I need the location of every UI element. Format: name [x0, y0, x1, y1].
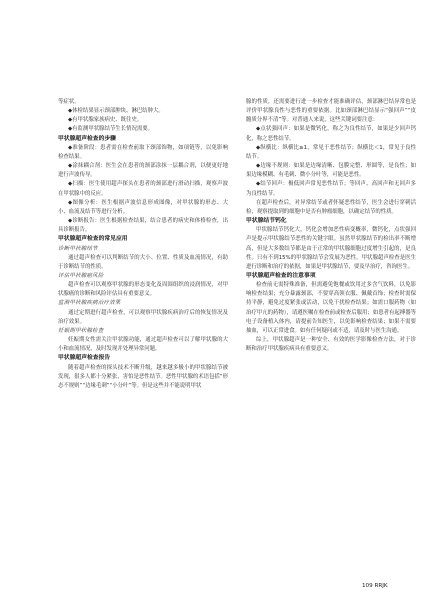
bullet-item: ◆结节回声：极低回声常见恶性结节；等回声、高回声和无回声多为良性结节。 — [246, 181, 416, 197]
paragraph: 通过定期进行超声检查，可以观察甲状腺疾病治疗后的恢复情况及治疗效果。 — [58, 309, 228, 325]
sub-heading: 监测甲状腺疾病治疗效果 — [58, 300, 121, 307]
sub-heading: 评估甲状腺癌风险 — [58, 272, 104, 279]
paragraph: 综上，甲状腺超声是一种安全、有效的医学影像检查方法，对于诊断和治疗甲状腺疾病具有重要意义。 — [246, 337, 416, 353]
right-column — [246, 98, 416, 354]
paragraph: 通过超声检查可以判断结节的大小、位置、性质及血流情况，有助于诊断结节的性质。 — [58, 254, 228, 270]
bullet-item: ◆图像分析：医生根据声波信息形成图像，对甲状腺的形态、大小、血流及结节等进行分析。 — [58, 199, 228, 215]
paragraph: 甲状腺结节钙化大，钙化会增加恶性病变概率，微钙化，点状强回声是提示甲状腺结节恶性的关键字眼。虽然甲状腺结节的检出率不断增高，但是大多数结节都是由于正常的甲状腺细胞过度增生引起的，是良性。只有不到15%的甲状腺结节会发展为恶性。甲状腺超声检查是医生进行诊断和治疗的依据，如果是甲状腺结节，要及早治疗，咨询医生。 — [246, 227, 416, 270]
section-heading: 甲状腺超声检查的步骤 — [58, 135, 116, 142]
bullet-item: ◆纵横比：纵横比≥1，常见于恶性结节；纵横比＜1，常见于良性结节。 — [246, 144, 416, 160]
section-heading: 甲状腺超声检查报告 — [58, 355, 111, 362]
paragraph: 妊娠期女性需关注甲状腺功能，通过超声检查可以了解甲状腺的大小和血流情况，及时发现并处理异常问题。 — [58, 337, 228, 353]
bullet-item: ◆边缘不规则：如果是边缘清晰、包膜完整、形圆等，是良性；如果边缘模糊、有毛刺、微小分叶等，可能是恶性。 — [246, 163, 416, 179]
bullet-item: ◆扫描：医生使用超声探头在患者的颈部进行滑动扫描，观察声波在甲状腺中的反应。 — [58, 181, 228, 197]
bullet-item: ◆涂抹耦合剂：医生会在患者的颈部涂抹一层耦合剂，以便更好地进行声波传导。 — [58, 163, 228, 179]
sub-heading: 妊娠期甲状腺检查 — [58, 327, 104, 334]
paragraph: 在超声检查后，对异常结节或者怀疑恶性结节，医生会进行穿刺活检，观察提取到的细胞中是否有肿瘤细胞，以确定结节的性质。 — [246, 199, 416, 215]
page-footer: 109 RRJK — [362, 583, 388, 589]
bullet-item: ◆诊断报告：医生根据检查结果，结合患者的病史和体格检查，出具诊断报告。 — [58, 218, 228, 234]
paragraph: 随着超声检查的探头技术不断升级，越来越多极小的甲状腺结节被发现，很多人都十分紧张，害怕是恶性结节。恶性甲状腺的术语包括“形态不规则”“边缘毛刺”“小分叶”等。但是这些并不能说明甲状 — [58, 364, 228, 389]
bullet-item: ◆有甲状腺家族病史、既往史。 — [68, 117, 143, 124]
bullet-item: ◆点状强回声：如果是微钙化，称之为良性结节，如果是少回声钙化，称之恶性结节。 — [246, 126, 416, 142]
bullet-item: ◆准备阶段：患者需在检查前取下颈部饰物，如项链等，以免影响检查结果。 — [58, 144, 228, 160]
bullet-item: ◆有监测甲状腺结节生长情况需要。 — [68, 126, 154, 133]
section-heading: 甲状腺超声检查的常见应用 — [58, 236, 128, 243]
section-heading: 甲状腺超声检查的注意事项 — [246, 272, 316, 279]
paragraph: 腺的性质，还需要进行进一步检查才能准确评估，颈部淋巴结异常也是评价甲状腺良性与恶性的重要依据。比如颈部淋巴结显示“强回声”“皮髓质分界不清”等。对普通人来说，这些关键词要注意： — [246, 99, 416, 124]
paragraph: 超声检查可以观察甲状腺的形态变化及周围组织的浸润情况，对甲状腺癌的诊断和风险评估具有重要意义。 — [58, 282, 228, 298]
bullet-item: ◆体检结果显示颈部肿块、淋巴结肿大。 — [68, 108, 164, 115]
section-heading: 甲状腺结节钙化 — [246, 218, 287, 225]
left-column — [58, 98, 228, 391]
sub-heading: 诊断甲状腺结节 — [58, 245, 98, 252]
paragraph: 检查前无需特殊准备，但需避免饱餐或饮用过多含气饮料，以免影响检查结果；充分暴露颈部，不要穿高领衣服、佩戴首饰；检查时需保持平静，避免过度紧张或活动，以免干扰检查结果；如需口服药物（如治疗甲亢的药物），请遵医嘱在检查前或检查后服用；如患者有起搏器等电子设备植入体内，请提前告知医生，以免影响检查结果；如果不需要抽血，可以正常进食。如有任何疑问或不适，请及时与医生沟通。 — [246, 282, 416, 334]
paragraph: 等症状。 — [58, 99, 80, 105]
